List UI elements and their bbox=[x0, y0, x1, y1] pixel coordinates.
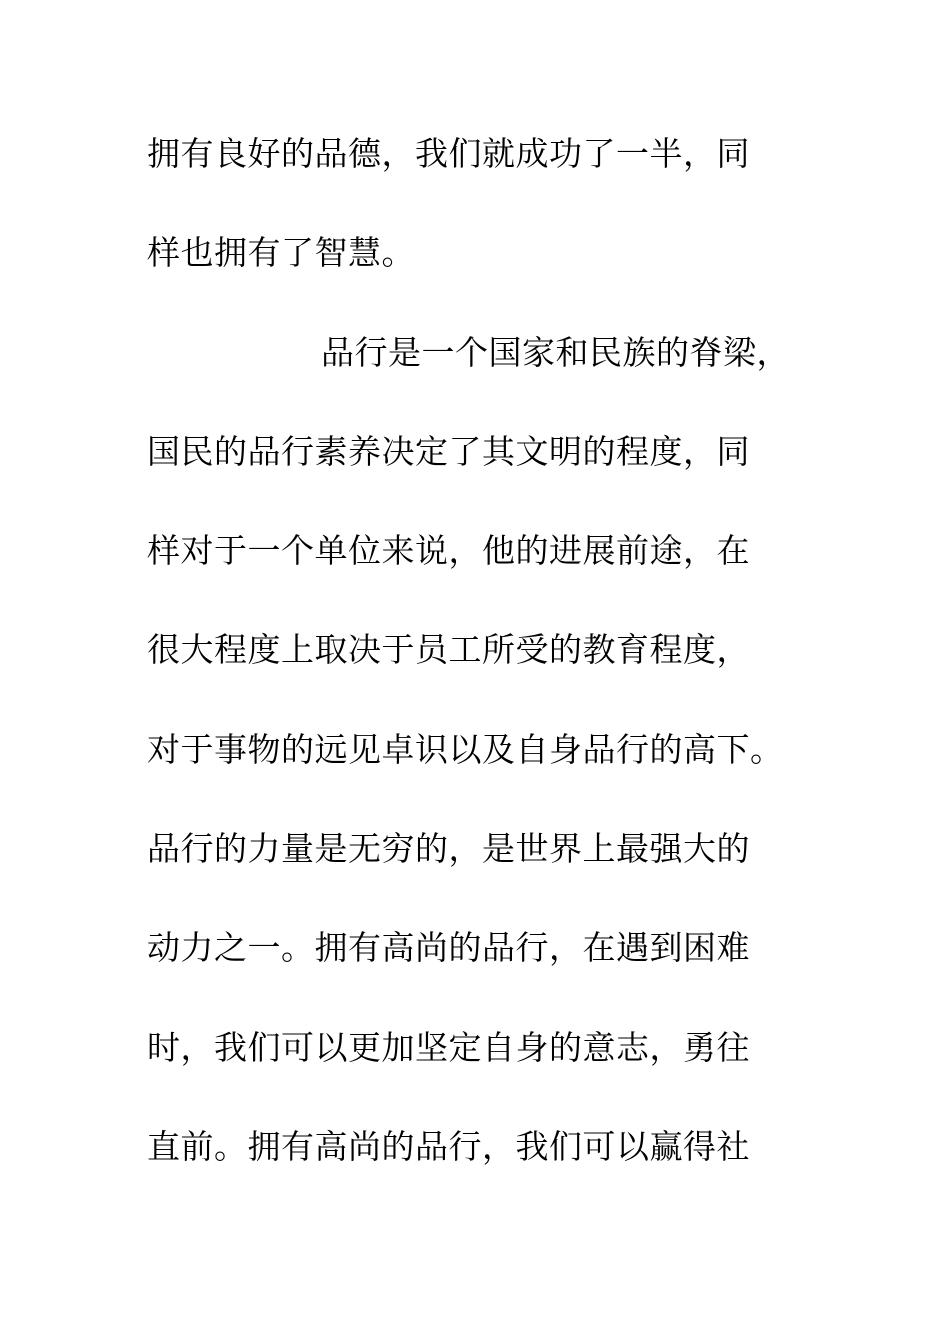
text-line: 时，我们可以更加坚定自身的意志，勇往 bbox=[147, 1027, 750, 1067]
text-line: 样对于一个单位来说，他的进展前途，在 bbox=[147, 531, 750, 571]
text-line: 拥有良好的品德，我们就成功了一半，同 bbox=[147, 134, 750, 173]
text-line: 对于事物的远见卓识以及自身品行的高下。 bbox=[147, 729, 784, 769]
text-line: 动力之一。拥有高尚的品行，在遇到困难 bbox=[147, 928, 750, 968]
text-line: 品行的力量是无穷的，是世界上最强大的 bbox=[147, 829, 750, 869]
paragraph-start-line: 品行是一个国家和民族的脊梁， bbox=[321, 332, 790, 372]
text-line: 国民的品行素养决定了其文明的程度，同 bbox=[147, 431, 750, 471]
body-text bbox=[147, 127, 827, 1219]
text-line: 直前。拥有高尚的品行，我们可以赢得社 bbox=[147, 1126, 750, 1166]
text-line: 样也拥有了智慧。 bbox=[147, 233, 415, 273]
text-line: 很大程度上取决于员工所受的教育程度， bbox=[147, 630, 750, 670]
